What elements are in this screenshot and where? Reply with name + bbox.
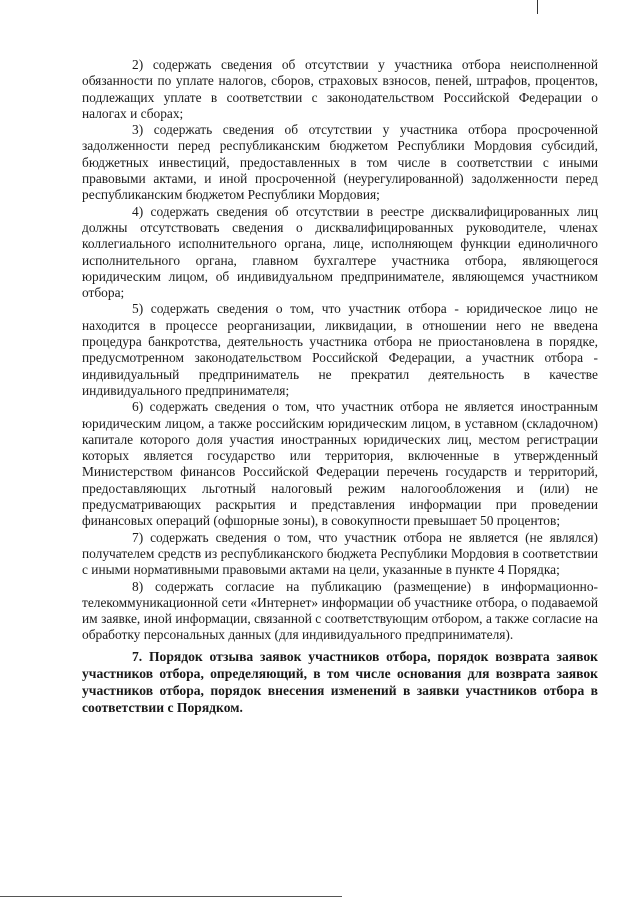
paragraph-item-5: 5) содержать сведения о том, что участник отбора - юридическое лицо не находится в процессе реорганизации, ликвидации, в отношении него не введена процедура банкротства, деятельность участника отбора не приостановлена в порядке, предусмотренном законодательством Российской Федерации, а участник отбора - индивидуальный предприниматель не прекратил деятельность в качестве индивидуального предпринимателя; bbox=[82, 301, 598, 398]
section-heading: 7. Порядок отзыва заявок участников отбора, порядок возврата заявок участников отбора, определяющий, в том числе основания для возврата заявок участников отбора, порядок внесения изменений в заявки участников отбора в соответствии с Порядком. bbox=[82, 648, 598, 715]
document-body bbox=[82, 57, 598, 716]
page-edge-mark bbox=[537, 0, 538, 14]
footnote-divider bbox=[0, 896, 342, 897]
paragraph-item-8: 8) содержать согласие на публикацию (размещение) в информационно-телекоммуникационной сети «Интернет» информации об участнике отбора, о подаваемой им заявке, иной информации, связанной с соответствующим отбором, а также согласие на обработку персональных данных (для индивидуального предпринимателя). bbox=[82, 578, 598, 643]
paragraph-item-3: 3) содержать сведения об отсутствии у участника отбора просроченной задолженности перед республиканским бюджетом Республики Мордовия субсидий, бюджетных инвестиций, предоставленных в том числе в соответствии с иными правовыми актами, и иной просроченной (неурегулированной) задолженности перед республиканским бюджетом Республики Мордовия; bbox=[82, 122, 598, 203]
paragraph-item-4: 4) содержать сведения об отсутствии в реестре дисквалифицированных лиц должны отсутствовать сведения о дисквалифицированных руководителе, членах коллегиального исполнительного органа, лице, исполняющем функции единоличного исполнительного органа, главном бухгалтере участника отбора, являющегося юридическим лицом, об индивидуальном предпринимателе, являющемся участником отбора; bbox=[82, 203, 598, 301]
paragraph-item-6: 6) содержать сведения о том, что участник отбора не является иностранным юридическим лицом, а также российским юридическим лицом, в уставном (складочном) капитале которого доля участия иностранных юридических лиц, местом регистрации которых является государство или территория, включенные в утвержденный Министерством финансов Российской Федерации перечень государств и территорий, предоставляющих льготный налоговый режим налогообложения и (или) не предусматривающих раскрытия и представления информации при проведении финансовых операций (офшорные зоны), в совокупности превышает 50 процентов; bbox=[82, 399, 598, 529]
paragraph-item-7: 7) содержать сведения о том, что участник отбора не является (не являлся) получателем средств из республиканского бюджета Республики Мордовия в соответствии с иными нормативными правовыми актами на цели, указанные в пункте 4 Порядка; bbox=[82, 529, 598, 578]
paragraph-item-2: 2) содержать сведения об отсутствии у участника отбора неисполненной обязанности по уплате налогов, сборов, страховых взносов, пеней, штрафов, процентов, подлежащих уплате в соответствии с законодательством Российской Федерации о налогах и сборах; bbox=[82, 57, 598, 121]
